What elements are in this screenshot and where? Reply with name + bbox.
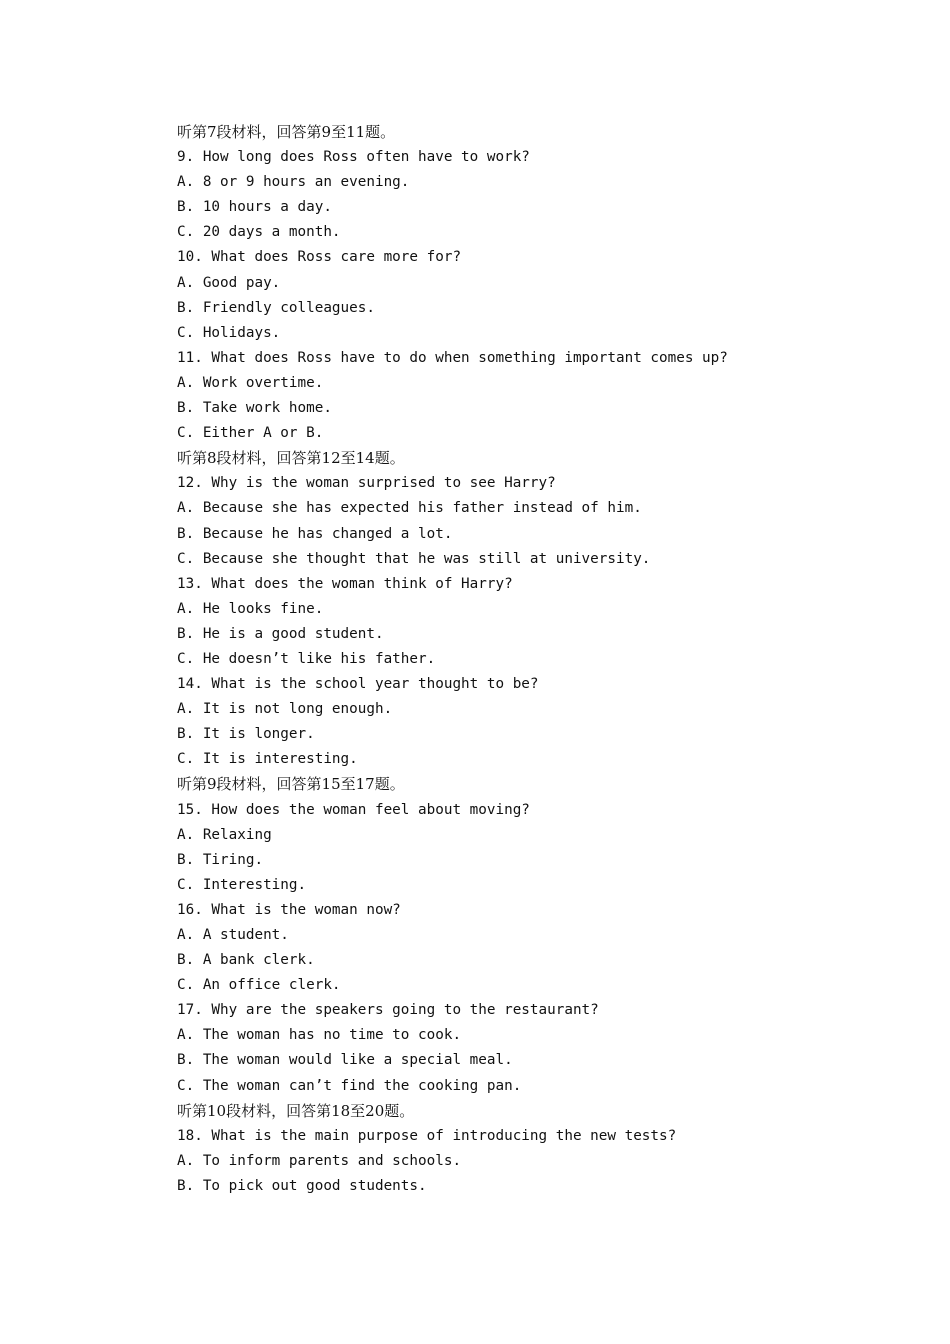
question-text: 15. How does the woman feel about moving? xyxy=(177,801,530,818)
document-page xyxy=(177,120,877,1199)
answer-option: B. He is a good student. xyxy=(177,625,384,642)
answer-option: C. An office clerk. xyxy=(177,977,341,994)
question-text: 17. Why are the speakers going to the restaurant? xyxy=(177,1002,599,1019)
answer-option: B. A bank clerk. xyxy=(177,952,315,969)
answer-option: C. The woman can’t find the cooking pan. xyxy=(177,1077,522,1094)
answer-option: B. Tiring. xyxy=(177,851,264,868)
question-text: 18. What is the main purpose of introducing the new tests? xyxy=(177,1127,677,1144)
answer-option: A. Work overtime. xyxy=(177,374,324,391)
question-text: 12. Why is the woman surprised to see Harry? xyxy=(177,475,556,492)
answer-option: A. Good pay. xyxy=(177,274,281,291)
answer-option: A. A student. xyxy=(177,927,289,943)
answer-option: C. Interesting. xyxy=(177,876,307,893)
section-heading: 听第7段材料，回答第9至11题。 xyxy=(177,123,396,141)
question-text: 13. What does the woman think of Harry? xyxy=(177,575,513,592)
answer-option: B. To pick out good students. xyxy=(177,1177,427,1194)
answer-option: B. 10 hours a day. xyxy=(177,199,332,216)
answer-option: A. The woman has no time to cook. xyxy=(177,1027,462,1044)
answer-option: A. It is not long enough. xyxy=(177,701,393,718)
answer-option: B. Friendly colleagues. xyxy=(177,299,375,316)
answer-option: A. He looks fine. xyxy=(177,600,324,617)
question-text: 14. What is the school year thought to be? xyxy=(177,676,539,693)
question-text: 10. What does Ross care more for? xyxy=(177,249,462,266)
answer-option: C. He doesn’t like his father. xyxy=(177,650,436,667)
section-heading: 听第8段材料，回答第12至14题。 xyxy=(177,449,405,468)
answer-option: C. Either A or B. xyxy=(177,425,324,442)
answer-option: C. It is interesting. xyxy=(177,751,358,768)
answer-option: A. To inform parents and schools. xyxy=(177,1152,462,1169)
answer-option: B. It is longer. xyxy=(177,726,315,743)
section-heading: 听第10段材料，回答第18至20题。 xyxy=(177,1101,415,1120)
section-heading: 听第9段材料，回答第15至17题。 xyxy=(177,775,405,794)
question-text: 9. How long does Ross often have to work? xyxy=(177,149,530,166)
answer-option: A. Relaxing xyxy=(177,826,272,843)
answer-option: C. 20 days a month. xyxy=(177,224,341,241)
answer-option: B. Take work home. xyxy=(177,400,332,417)
answer-option: C. Because she thought that he was still at university. xyxy=(177,550,651,567)
answer-option: A. Because she has expected his father instead of him. xyxy=(177,500,642,517)
answer-option: B. The woman would like a special meal. xyxy=(177,1052,513,1069)
answer-option: B. Because he has changed a lot. xyxy=(177,525,453,542)
question-text: 11. What does Ross have to do when something important comes up? xyxy=(177,349,728,366)
question-text: 16. What is the woman now? xyxy=(177,901,401,918)
answer-option: A. 8 or 9 hours an evening. xyxy=(177,174,410,191)
answer-option: C. Holidays. xyxy=(177,324,281,341)
